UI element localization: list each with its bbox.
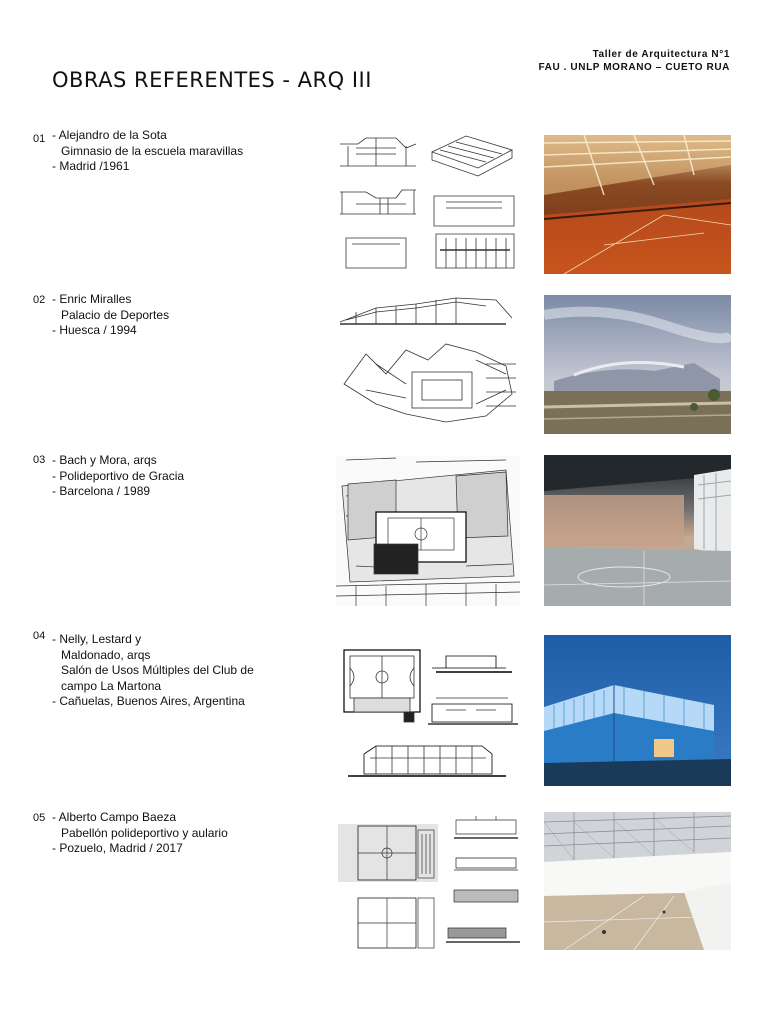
entry-line: Gimnasio de la escuela maravillas xyxy=(61,143,244,158)
header-line-1: Taller de Arquitectura N°1 xyxy=(592,49,730,60)
entry-01 xyxy=(0,128,768,278)
entry-line: - Madrid /1961 xyxy=(52,159,130,173)
header-credits xyxy=(539,48,731,74)
entry-line: - Cañuelas, Buenos Aires, Argentina xyxy=(52,694,245,708)
entry-line: Salón de Usos Múltiples del Club de xyxy=(61,663,254,677)
entry-line: Maldonado, arqs xyxy=(61,647,151,662)
entry-line: Pabellón polideportivo y aulario xyxy=(61,825,228,840)
entry-line: - Polideportivo de Gracia xyxy=(52,468,185,483)
entry-05 xyxy=(0,810,768,960)
sports-palace-drawings-icon xyxy=(336,294,520,434)
multipurpose-hall-drawings-icon xyxy=(336,638,520,786)
entry-line: - Alejandro de la Sota xyxy=(52,128,167,142)
entry-02 xyxy=(0,292,768,442)
white-pavilion-interior-photo xyxy=(544,812,731,950)
entry-line: Palacio de Deportes xyxy=(61,307,170,322)
page-title: OBRAS REFERENTES - ARQ III xyxy=(52,68,372,92)
entry-03 xyxy=(0,453,768,603)
entry-text xyxy=(52,292,169,339)
wooden-gym-interior-photo xyxy=(544,135,731,274)
sports-palace-exterior-photo xyxy=(544,295,731,434)
entry-line: - Bach y Mora, arqs xyxy=(52,453,157,467)
blue-night-building-photo xyxy=(544,635,731,786)
entry-number: 03 xyxy=(33,454,46,466)
entry-line: - Huesca / 1994 xyxy=(52,323,137,337)
entry-line: - Nelly, Lestard y xyxy=(52,632,142,646)
entry-line: - Alberto Campo Baeza xyxy=(52,810,177,824)
entry-04 xyxy=(0,630,768,780)
entry-text xyxy=(52,453,184,500)
entry-line: - Pozuelo, Madrid / 2017 xyxy=(52,841,183,855)
entry-line: campo La Martona xyxy=(61,678,162,693)
gym-section-drawings-icon xyxy=(336,134,520,274)
entry-number: 05 xyxy=(33,812,46,824)
header-line-2: FAU . UNLP MORANO – CUETO RUA xyxy=(538,62,730,73)
sports-hall-interior-photo xyxy=(544,455,731,606)
entry-text xyxy=(52,632,254,710)
entry-text xyxy=(52,810,228,857)
entry-text xyxy=(52,128,243,175)
entry-line: - Barcelona / 1989 xyxy=(52,484,151,498)
entry-number: 02 xyxy=(33,294,46,306)
entry-line: - Enric Miralles xyxy=(52,292,132,306)
entry-number: 04 xyxy=(33,630,46,642)
site-plan-drawing-icon xyxy=(336,456,520,606)
entry-number: 01 xyxy=(33,133,46,145)
pavilion-drawings-icon xyxy=(336,810,520,952)
